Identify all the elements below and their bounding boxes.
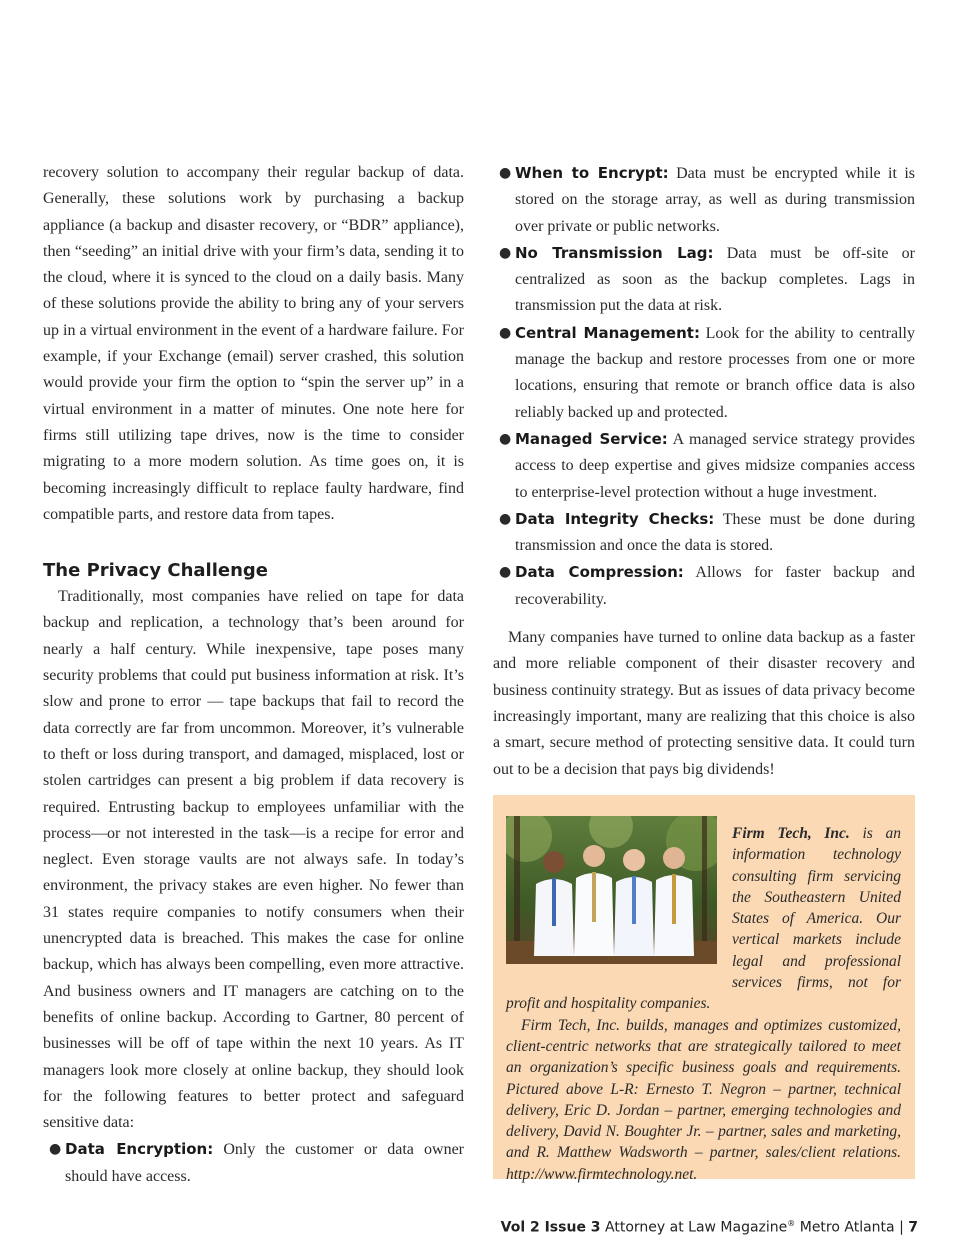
bullet-icon: ● <box>499 165 512 181</box>
list-item <box>493 240 915 320</box>
bullet-icon: ● <box>499 564 512 581</box>
closing-paragraph: Many companies have turned to online data backup as a faster and more reliable component of their disaster recovery and business continuity strategy. But as issues of data privacy become increasingly important, many are realizing that this choice is also a smart, secure method of protecting sensitive data. It could turn out to be a decision that pays big dividends! <box>493 629 915 778</box>
sidebar-text <box>506 823 901 1185</box>
right-column <box>493 160 915 783</box>
list-item <box>493 160 915 240</box>
list-item-text: Data must be encrypted while it is stored on the storage array, as well as during transmission over private or public networks. <box>515 165 915 235</box>
list-item <box>493 426 915 506</box>
feature-list-right <box>493 160 915 613</box>
list-item-text: These must be done during transmission and once the data is stored. <box>515 510 915 555</box>
footer-separator: | <box>899 1219 904 1236</box>
intro-paragraph: recovery solution to accompany their regular backup of data. Generally, these solutions work by purchasing a backup appliance (a backup and disaster recovery, or “BDR” appliance), then “seeding” an initial drive with your firm’s data, sending it to the cloud, where it is synced to the cloud on a daily basis. Many of these solutions provide the ability to bring any of your servers up in a virtual environment in the event of a hardware failure. For example, if your Exchange (email) server crashed, this solution would provide your firm the option to “spin the server up” in a virtual environment in a matter of minutes. One note here for firms still utilizing tape drives, now is the time to consider migrating to a more modern solution. As time goes on, it is becoming increasingly difficult to replace faulty hardware, find compatible parts, and restore data from tapes. <box>43 164 464 523</box>
list-item-term: Managed Service: <box>515 429 668 448</box>
magazine-name: Attorney at Law Magazine <box>605 1219 788 1236</box>
list-item-term: Data Compression: <box>515 563 684 582</box>
bullet-icon: ● <box>499 510 512 527</box>
bullet-icon: ● <box>499 324 512 341</box>
section-heading: The Privacy Challenge <box>43 560 268 582</box>
list-item-term: Central Management: <box>515 323 700 342</box>
list-item-term: Data Encryption: <box>65 1140 214 1159</box>
list-item-term: When to Encrypt: <box>515 164 669 182</box>
list-item <box>493 506 915 560</box>
list-item-text: A managed service strategy provides access to deep expertise and gives midsize companies access to enterprise-level protection without a huge investment. <box>515 430 915 501</box>
sidebar-paragraph-2: Firm Tech, Inc. builds, manages and optimizes customized, client-centric networks that are strategically tailored to meet an organization’s specific business goals and requirements. Pictured above L-R: Ernesto T. Negron – partner, technical delivery, Eric D. Jordan – partner, emerging technologies and delivery, David N. Boughter Jr. – partner, sales and marketing, and R. Matthew Wadsworth – partner, sales/client relations. http://www.firmtechnology.net. <box>506 1016 901 1183</box>
list-item-text: Only the customer or data owner should have access. <box>65 1141 464 1185</box>
left-column <box>43 160 464 1190</box>
feature-list-left <box>43 1136 464 1190</box>
list-item <box>493 559 915 613</box>
list-item-term: No Transmission Lag: <box>515 243 714 262</box>
privacy-body-paragraph: Traditionally, most companies have relied on tape for data backup and replication, a technology that’s been around for nearly a half century. While inexpensive, tape poses many security problems that could put business information at risk. It’s slow and prone to error — tape backups that fail to record the data correctly are far from uncommon. Moreover, it’s vulnerable to theft or loss during transport, and damaged, misplaced, lost or stolen cartridges can present a big problem if data recovery is required. Entrusting backup to employees unfamiliar with the process—or not interested in the task—is a recipe for error and neglect. Even storage vaults are not always safe. In today’s environment, the privacy stakes are even higher. No fewer than 31 states require companies to notify consumers when their unencrypted data is breached. This makes the case for online backup, which has always been compelling, even more attractive. And business owners and IT managers are catching on to the benefits of online backup. According to Gartner, 80 percent of businesses will be off of tape within the next 10 years. As IT managers look more closely at online backup, they should look for the following features to better protect and safeguard sensitive data: <box>43 588 464 1132</box>
list-item <box>493 320 915 426</box>
list-item-text: Allows for faster backup and recoverability. <box>515 564 915 608</box>
bullet-icon: ● <box>499 244 512 261</box>
firm-tech-sidebar <box>493 795 915 1183</box>
bullet-icon: ● <box>49 1141 62 1158</box>
registered-mark: ® <box>787 1219 796 1228</box>
list-item-text: Look for the ability to centrally manage the backup and restore processes from one or more locations, ensuring that remote or branch office data is also reliably backed up and protected. <box>515 324 916 421</box>
page-footer <box>501 1219 918 1236</box>
photo-spacer <box>506 823 732 976</box>
list-item <box>43 1136 464 1190</box>
list-item-text: Data must be off-site or centralized as soon as the backup completes. Lags in transmission put the data at risk. <box>515 244 916 315</box>
sidebar-paragraph-1-text: is an information technology consulting firm servicing the Southeastern United States of America. Our vertical markets include legal and professional services firms, not for profit and hospitality companies. <box>506 825 901 1013</box>
page-number: 7 <box>908 1219 918 1236</box>
firm-name: Firm Tech, Inc. <box>732 825 850 842</box>
bullet-icon: ● <box>499 430 512 447</box>
edition-name: Metro Atlanta <box>799 1219 895 1236</box>
list-item-term: Data Integrity Checks: <box>515 509 715 528</box>
issue-label: Vol 2 Issue 3 <box>500 1219 601 1236</box>
